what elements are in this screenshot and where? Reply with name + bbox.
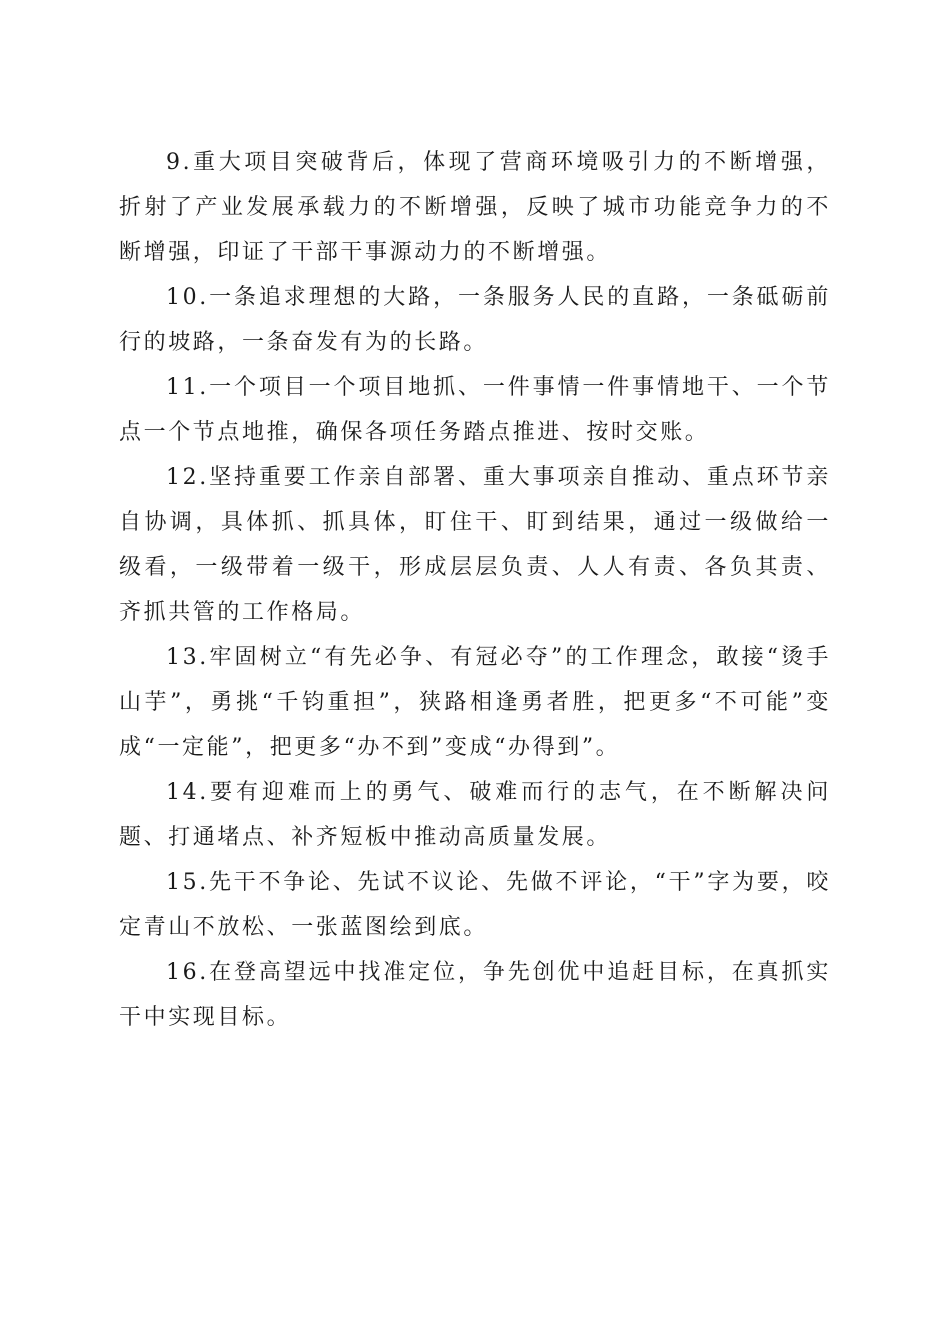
paragraph-16: 16.在登高望远中找准定位，争先创优中追赶目标，在真抓实干中实现目标。 xyxy=(119,960,831,1030)
paragraph-10: 10.一条追求理想的大路，一条服务人民的直路，一条砥砺前行的坡路，一条奋发有为的长路。 xyxy=(119,285,831,355)
document-body xyxy=(119,140,831,1040)
paragraph-9: 9.重大项目突破背后，体现了营商环境吸引力的不断增强，折射了产业发展承载力的不断增强，反映了城市功能竞争力的不断增强，印证了干部干事源动力的不断增强。 xyxy=(119,150,831,265)
paragraph-12: 12.坚持重要工作亲自部署、重大事项亲自推动、重点环节亲自协调，具体抓、抓具体，盯住干、盯到结果，通过一级做给一级看，一级带着一级干，形成层层负责、人人有责、各负其责、齐抓共管的工作格局。 xyxy=(119,465,831,625)
paragraph-15: 15.先干不争论、先试不议论、先做不评论，“干”字为要，咬定青山不放松、一张蓝图绘到底。 xyxy=(119,870,831,940)
paragraph-11: 11.一个项目一个项目地抓、一件事情一件事情地干、一个节点一个节点地推，确保各项任务踏点推进、按时交账。 xyxy=(119,375,831,445)
paragraph-14: 14.要有迎难而上的勇气、破难而行的志气，在不断解决问题、打通堵点、补齐短板中推动高质量发展。 xyxy=(119,780,831,850)
paragraph-13: 13.牢固树立“有先必争、有冠必夺”的工作理念，敢接“烫手山芋”，勇挑“千钧重担”，狭路相逢勇者胜，把更多“不可能”变成“一定能”，把更多“办不到”变成“办得到”。 xyxy=(119,645,831,760)
